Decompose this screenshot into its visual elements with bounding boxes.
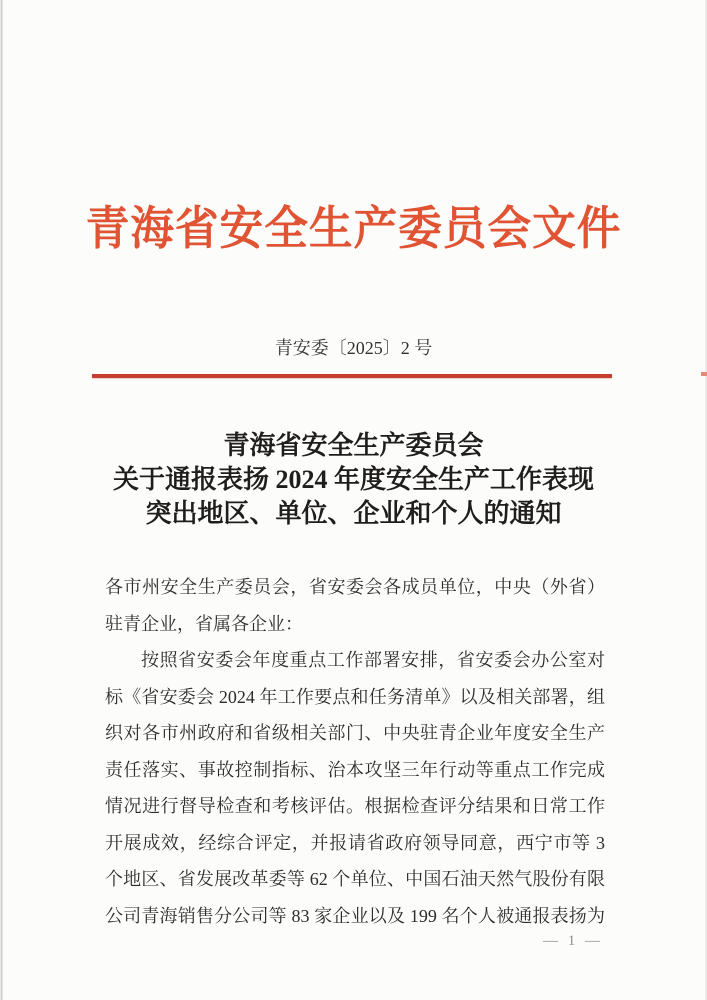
body-line: 驻青企业，省属各企业： (105, 613, 303, 634)
document-title-line: 青海省安全生产委员会 (223, 431, 484, 460)
body-line: 公司青海销售分公司等 83 家企业以及 199 名个人被通报表扬为 (105, 905, 605, 926)
document-title-line: 关于通报表扬 2024 年度安全生产工作表现 (112, 465, 594, 494)
document-body (105, 569, 605, 934)
document-title (0, 429, 707, 531)
page-number: — 1 — (543, 933, 603, 949)
body-line: 责任落实、事故控制指标、治本攻坚三年行动等重点工作完成 (105, 759, 605, 780)
document-number: 青安委〔2025〕2 号 (274, 338, 433, 358)
body-line: 织对各市州政府和省级相关部门、中央驻青企业年度安全生产 (105, 723, 605, 743)
document-title-line: 突出地区、单位、企业和个人的通知 (145, 499, 562, 528)
red-divider-line (92, 374, 612, 378)
body-line: 开展成效，经综合评定，并报请省政府领导同意，西宁市等 3 (105, 832, 605, 853)
letterhead-title: 青海省安全生产委员会文件 (85, 203, 622, 254)
body-line: 各市州安全生产委员会，省安委会各成员单位，中央（外省） (105, 577, 605, 597)
body-line: 标《省安委会 2024 年工作要点和任务清单》以及相关部署，组 (105, 686, 605, 707)
body-line: 情况进行督导检查和考核评估。根据检查评分结果和日常工作 (105, 796, 605, 816)
body-line: 按照省安委会年度重点工作部署安排，省安委会办公室对 (141, 650, 605, 670)
body-line: 个地区、省发展改革委等 62 个单位、中国石油天然气股份有限 (105, 869, 605, 889)
scan-artifact (701, 372, 707, 376)
